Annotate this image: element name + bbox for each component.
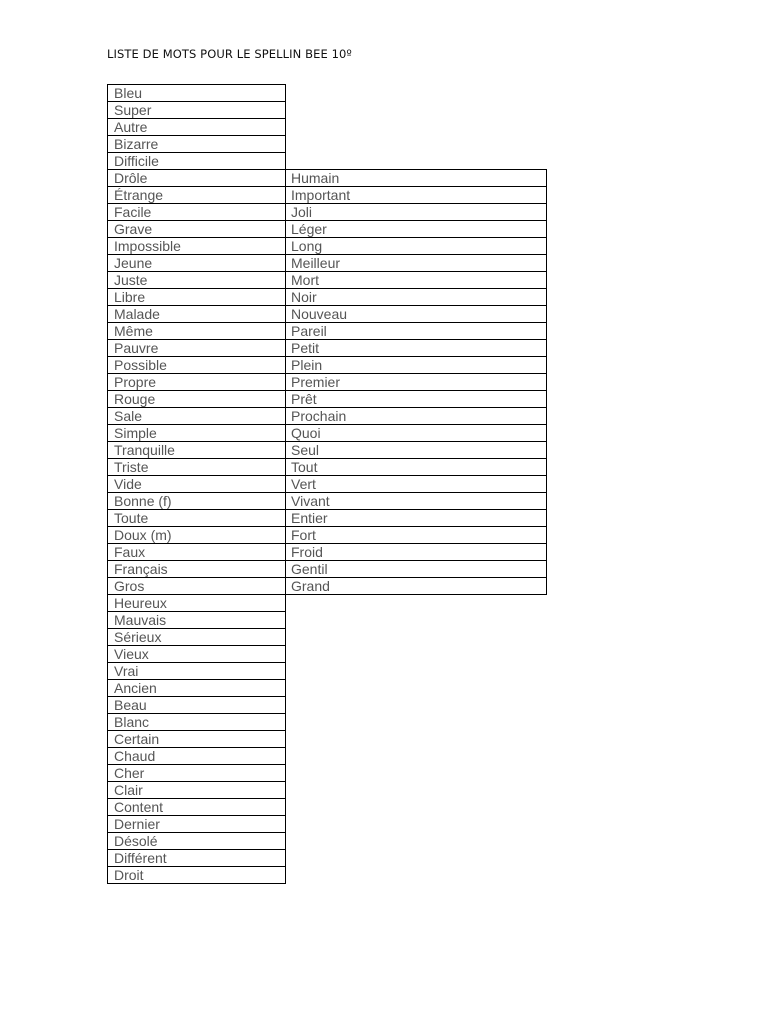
word-row	[108, 663, 286, 680]
word-cell: Noir	[285, 289, 546, 306]
word-cell: Froid	[285, 544, 546, 561]
word-row	[108, 799, 286, 816]
word-row	[108, 493, 286, 510]
word-cell: Même	[108, 323, 286, 340]
word-row	[108, 187, 286, 204]
word-row	[108, 714, 286, 731]
word-row	[108, 153, 286, 170]
word-row	[285, 340, 546, 357]
word-cell: Doux (m)	[108, 527, 286, 544]
word-row	[108, 782, 286, 799]
word-row	[285, 459, 546, 476]
word-row	[285, 391, 546, 408]
word-cell: Rouge	[108, 391, 286, 408]
word-cell: Léger	[285, 221, 546, 238]
word-row	[108, 170, 286, 187]
word-row	[285, 255, 546, 272]
word-cell: Jeune	[108, 255, 286, 272]
word-row	[108, 544, 286, 561]
word-row	[285, 510, 546, 527]
word-cell: Prêt	[285, 391, 546, 408]
word-row	[285, 578, 546, 595]
word-cell: Super	[108, 102, 286, 119]
word-row	[285, 476, 546, 493]
word-cell: Content	[108, 799, 286, 816]
word-row	[108, 816, 286, 833]
word-cell: Vieux	[108, 646, 286, 663]
word-row	[108, 85, 286, 102]
word-cell: Drôle	[108, 170, 286, 187]
word-cell: Tranquille	[108, 442, 286, 459]
word-cell: Vert	[285, 476, 546, 493]
word-cell: Premier	[285, 374, 546, 391]
word-row	[108, 561, 286, 578]
word-row	[285, 306, 546, 323]
word-cell: Important	[285, 187, 546, 204]
word-row	[108, 765, 286, 782]
word-row	[108, 833, 286, 850]
word-row	[108, 289, 286, 306]
word-cell: Mort	[285, 272, 546, 289]
word-row	[285, 238, 546, 255]
word-row	[108, 578, 286, 595]
word-cell: Droit	[108, 867, 286, 884]
word-cell: Pauvre	[108, 340, 286, 357]
word-cell: Autre	[108, 119, 286, 136]
document-title: LISTE DE MOTS POUR LE SPELLIN BEE 10º	[107, 47, 352, 61]
word-row	[108, 102, 286, 119]
word-row	[108, 255, 286, 272]
word-row	[108, 340, 286, 357]
word-cell: Français	[108, 561, 286, 578]
word-cell: Étrange	[108, 187, 286, 204]
word-cell: Grand	[285, 578, 546, 595]
word-row	[108, 374, 286, 391]
word-cell: Toute	[108, 510, 286, 527]
word-cell: Cher	[108, 765, 286, 782]
word-row	[285, 544, 546, 561]
word-cell: Beau	[108, 697, 286, 714]
word-row	[285, 357, 546, 374]
word-cell: Gentil	[285, 561, 546, 578]
word-row	[108, 306, 286, 323]
word-row	[285, 425, 546, 442]
word-cell: Juste	[108, 272, 286, 289]
word-row	[285, 221, 546, 238]
word-row	[108, 204, 286, 221]
word-cell: Bonne (f)	[108, 493, 286, 510]
word-cell: Désolé	[108, 833, 286, 850]
word-row	[108, 425, 286, 442]
word-cell: Nouveau	[285, 306, 546, 323]
word-row	[108, 323, 286, 340]
word-cell: Possible	[108, 357, 286, 374]
word-row	[108, 527, 286, 544]
word-row	[108, 272, 286, 289]
word-cell: Certain	[108, 731, 286, 748]
word-row	[285, 187, 546, 204]
word-cell: Plein	[285, 357, 546, 374]
word-cell: Blanc	[108, 714, 286, 731]
word-row	[285, 561, 546, 578]
word-cell: Impossible	[108, 238, 286, 255]
word-cell: Petit	[285, 340, 546, 357]
word-row	[108, 408, 286, 425]
word-row	[285, 289, 546, 306]
word-cell: Vrai	[108, 663, 286, 680]
word-cell: Entier	[285, 510, 546, 527]
word-list-left-column	[107, 84, 286, 884]
word-cell: Vide	[108, 476, 286, 493]
word-cell: Gros	[108, 578, 286, 595]
word-row	[108, 459, 286, 476]
word-row	[285, 374, 546, 391]
word-cell: Joli	[285, 204, 546, 221]
word-cell: Vivant	[285, 493, 546, 510]
word-cell: Humain	[285, 170, 546, 187]
word-row	[285, 170, 546, 187]
word-row	[108, 357, 286, 374]
word-row	[108, 867, 286, 884]
word-cell: Pareil	[285, 323, 546, 340]
word-cell: Triste	[108, 459, 286, 476]
word-row	[108, 731, 286, 748]
word-cell: Simple	[108, 425, 286, 442]
word-cell: Tout	[285, 459, 546, 476]
word-row	[108, 476, 286, 493]
word-cell: Prochain	[285, 408, 546, 425]
word-cell: Meilleur	[285, 255, 546, 272]
word-cell: Bizarre	[108, 136, 286, 153]
word-row	[108, 850, 286, 867]
word-cell: Difficile	[108, 153, 286, 170]
word-row	[108, 221, 286, 238]
word-row	[108, 119, 286, 136]
word-cell: Facile	[108, 204, 286, 221]
word-row	[108, 442, 286, 459]
word-cell: Bleu	[108, 85, 286, 102]
word-cell: Chaud	[108, 748, 286, 765]
word-row	[108, 748, 286, 765]
word-row	[285, 493, 546, 510]
word-row	[108, 391, 286, 408]
word-list-right-column	[285, 169, 547, 595]
word-row	[108, 612, 286, 629]
word-cell: Clair	[108, 782, 286, 799]
word-cell: Sérieux	[108, 629, 286, 646]
word-row	[108, 595, 286, 612]
word-cell: Seul	[285, 442, 546, 459]
word-cell: Grave	[108, 221, 286, 238]
word-row	[108, 646, 286, 663]
word-cell: Sale	[108, 408, 286, 425]
word-cell: Quoi	[285, 425, 546, 442]
word-row	[285, 272, 546, 289]
word-row	[108, 697, 286, 714]
word-cell: Long	[285, 238, 546, 255]
word-cell: Heureux	[108, 595, 286, 612]
word-cell: Différent	[108, 850, 286, 867]
word-row	[108, 680, 286, 697]
word-row	[285, 204, 546, 221]
word-cell: Fort	[285, 527, 546, 544]
word-cell: Mauvais	[108, 612, 286, 629]
word-row	[108, 629, 286, 646]
word-cell: Propre	[108, 374, 286, 391]
word-row	[285, 527, 546, 544]
word-row	[108, 510, 286, 527]
word-cell: Ancien	[108, 680, 286, 697]
word-row	[285, 323, 546, 340]
word-row	[285, 442, 546, 459]
word-cell: Dernier	[108, 816, 286, 833]
word-row	[285, 408, 546, 425]
word-row	[108, 238, 286, 255]
word-cell: Libre	[108, 289, 286, 306]
word-cell: Malade	[108, 306, 286, 323]
word-cell: Faux	[108, 544, 286, 561]
word-row	[108, 136, 286, 153]
